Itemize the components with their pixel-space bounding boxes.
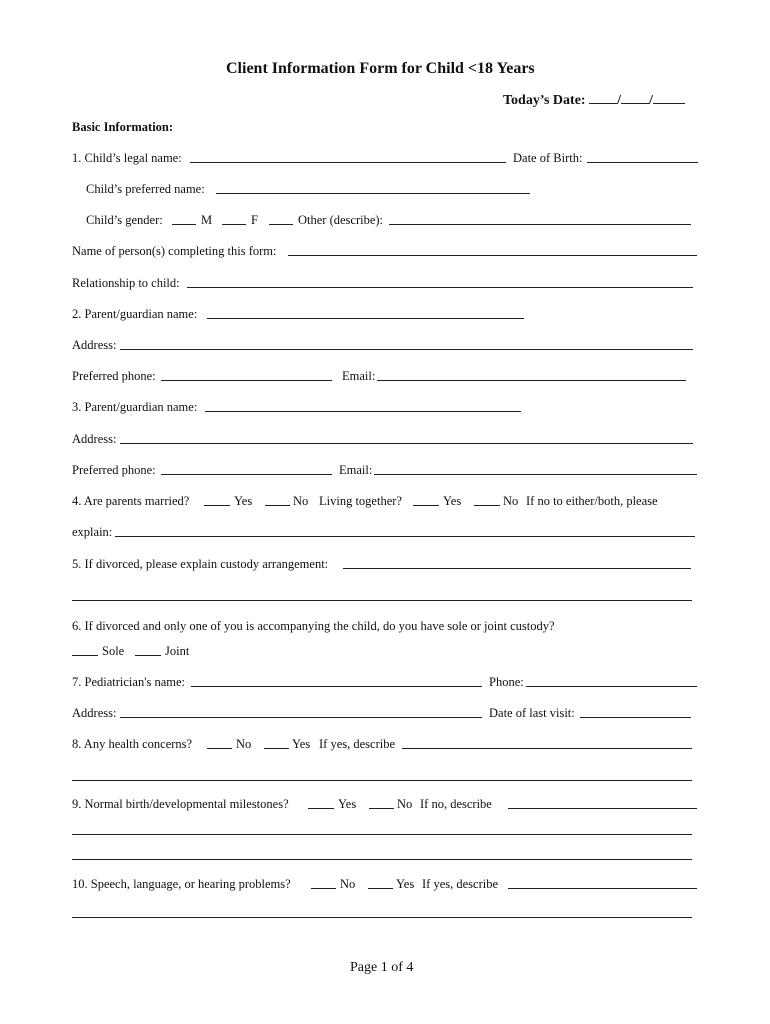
- q4-married-label: 4. Are parents married?: [72, 494, 190, 508]
- page-number: Page 1 of 4: [350, 960, 414, 975]
- q4-living-yes-field[interactable]: [413, 505, 439, 506]
- q4-yes1-label: Yes: [234, 494, 253, 508]
- dob-label: Date of Birth:: [513, 151, 583, 165]
- q9-no-field[interactable]: [369, 808, 394, 809]
- gender-other-label: Other (describe):: [298, 213, 384, 227]
- q8-describe-field-line1[interactable]: [402, 748, 692, 749]
- person-completing-label: Name of person(s) completing this form:: [72, 244, 277, 258]
- q5-field-line1[interactable]: [343, 568, 691, 569]
- preferred-name-field[interactable]: [216, 193, 530, 194]
- q2-parent-name-label: 2. Parent/guardian name:: [72, 307, 198, 321]
- q8-describe-label: If yes, describe: [319, 737, 396, 751]
- relationship-field[interactable]: [187, 287, 693, 288]
- q10-no-field[interactable]: [311, 888, 336, 889]
- q4-living-no-field[interactable]: [474, 505, 500, 506]
- gender-f-field[interactable]: [222, 224, 246, 225]
- q2-phone-label: Preferred phone:: [72, 369, 156, 383]
- q2-email-field[interactable]: [377, 380, 686, 381]
- q7-last-visit-field[interactable]: [580, 717, 691, 718]
- person-completing-field[interactable]: [288, 255, 697, 256]
- q10-label: 10. Speech, language, or hearing problems?: [72, 877, 291, 891]
- q6-sole-field[interactable]: [72, 655, 98, 656]
- q10-describe-field-line2[interactable]: [72, 917, 692, 918]
- gender-label: Child’s gender:: [86, 213, 163, 227]
- q9-no-label: No: [397, 797, 413, 811]
- q7-address-label: Address:: [72, 706, 117, 720]
- q8-label: 8. Any health concerns?: [72, 737, 193, 751]
- q2-phone-field[interactable]: [161, 380, 332, 381]
- q3-phone-field[interactable]: [161, 474, 332, 475]
- q4-married-no-field[interactable]: [265, 505, 290, 506]
- q4-explain-field[interactable]: [115, 536, 695, 537]
- childs-legal-name-field[interactable]: [190, 162, 506, 163]
- q7-pediatrician-label: 7. Pediatrician's name:: [72, 675, 185, 689]
- q3-email-field[interactable]: [374, 474, 697, 475]
- q8-yes-label: Yes: [292, 737, 311, 751]
- q8-describe-field-line2[interactable]: [72, 780, 692, 781]
- gender-other-field[interactable]: [269, 224, 293, 225]
- q2-email-label: Email:: [342, 369, 376, 383]
- q7-address-field[interactable]: [120, 717, 482, 718]
- q4-if-no-label: If no to either/both, please: [526, 494, 658, 508]
- q2-address-field[interactable]: [120, 349, 693, 350]
- gender-m-field[interactable]: [172, 224, 196, 225]
- q9-describe-field-line2[interactable]: [72, 834, 692, 835]
- q3-address-field[interactable]: [120, 443, 693, 444]
- gender-m-label: M: [201, 213, 213, 227]
- q4-living-label: Living together?: [319, 494, 402, 508]
- q9-describe-field-line1[interactable]: [508, 808, 697, 809]
- relationship-label: Relationship to child:: [72, 276, 180, 290]
- q2-parent-name-field[interactable]: [207, 318, 524, 319]
- date-of-birth-field[interactable]: [587, 162, 698, 163]
- q6-sole-label: Sole: [102, 644, 125, 658]
- basic-info-heading: Basic Information:: [72, 120, 174, 134]
- q3-phone-label: Preferred phone:: [72, 463, 156, 477]
- todays-date-label: Today’s Date: / /: [503, 92, 685, 108]
- q9-yes-label: Yes: [338, 797, 357, 811]
- date-month-field[interactable]: [589, 92, 617, 104]
- q8-no-field[interactable]: [207, 748, 232, 749]
- q7-last-visit-label: Date of last visit:: [489, 706, 575, 720]
- q8-yes-field[interactable]: [264, 748, 289, 749]
- q5-field-line2[interactable]: [72, 600, 692, 601]
- gender-f-label: F: [251, 213, 258, 227]
- q9-yes-field[interactable]: [308, 808, 334, 809]
- q7-phone-field[interactable]: [526, 686, 697, 687]
- q7-phone-label: Phone:: [489, 675, 524, 689]
- q3-parent-name-label: 3. Parent/guardian name:: [72, 400, 198, 414]
- q2-address-label: Address:: [72, 338, 117, 352]
- q9-describe-label: If no, describe: [420, 797, 492, 811]
- q10-no-label: No: [340, 877, 356, 891]
- q4-married-yes-field[interactable]: [204, 505, 230, 506]
- q4-no2-label: No: [503, 494, 519, 508]
- q5-label: 5. If divorced, please explain custody arrangement:: [72, 557, 329, 571]
- q3-address-label: Address:: [72, 432, 117, 446]
- date-year-field[interactable]: [653, 92, 685, 104]
- q6-joint-label: Joint: [165, 644, 190, 658]
- form-title: Client Information Form for Child <18 Years: [226, 60, 535, 77]
- q8-no-label: No: [236, 737, 252, 751]
- q4-explain-label: explain:: [72, 525, 113, 539]
- q9-describe-field-line3[interactable]: [72, 859, 692, 860]
- q4-yes2-label: Yes: [443, 494, 462, 508]
- q10-yes-label: Yes: [396, 877, 415, 891]
- q3-email-label: Email:: [339, 463, 373, 477]
- gender-other-describe-field[interactable]: [389, 224, 691, 225]
- q9-label: 9. Normal birth/developmental milestones?: [72, 797, 289, 811]
- q4-no1-label: No: [293, 494, 309, 508]
- q6-joint-field[interactable]: [135, 655, 161, 656]
- date-day-field[interactable]: [621, 92, 649, 104]
- q1-label: 1. Child’s legal name:: [72, 151, 182, 165]
- q10-describe-field-line1[interactable]: [508, 888, 697, 889]
- q10-describe-label: If yes, describe: [422, 877, 499, 891]
- preferred-name-label: Child’s preferred name:: [86, 182, 205, 196]
- q7-pediatrician-field[interactable]: [191, 686, 482, 687]
- q6-label: 6. If divorced and only one of you is accompanying the child, do you have sole or joint custody?: [72, 619, 555, 633]
- q3-parent-name-field[interactable]: [205, 411, 521, 412]
- q10-yes-field[interactable]: [368, 888, 393, 889]
